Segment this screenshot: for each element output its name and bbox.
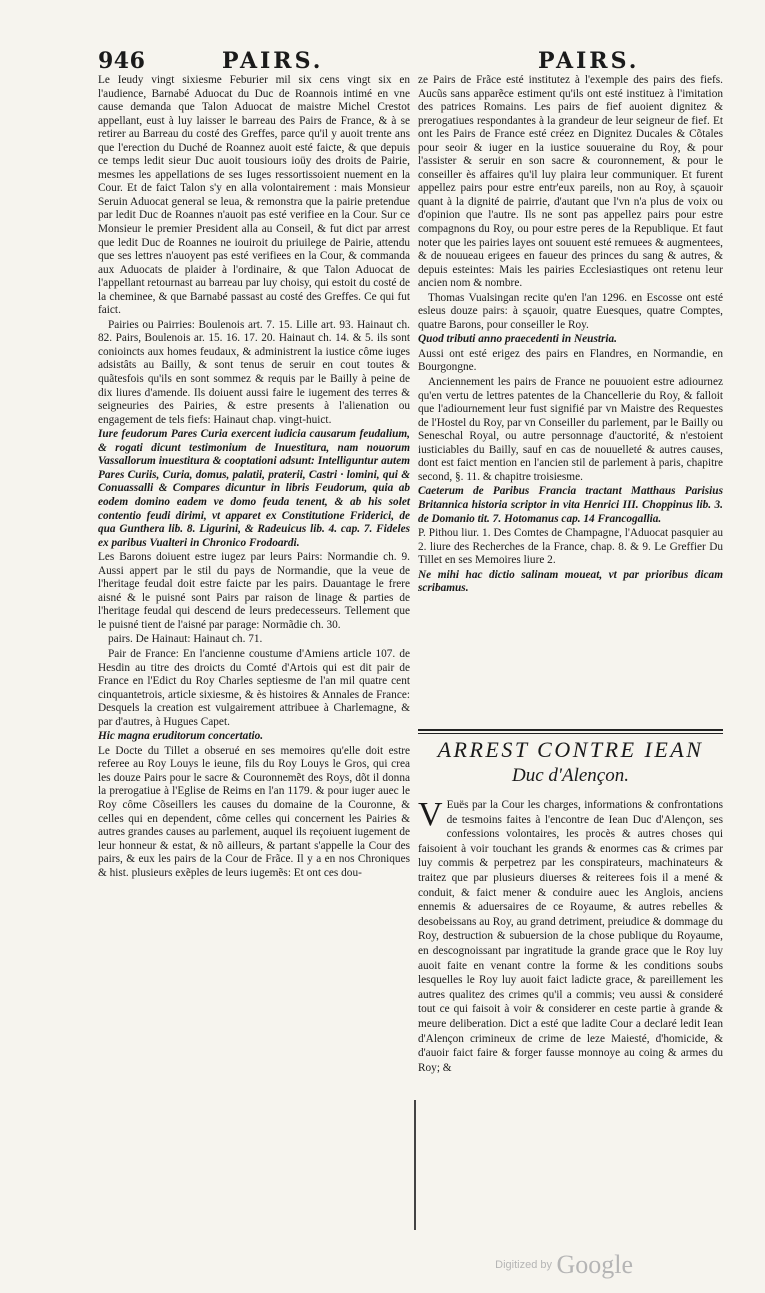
digitized-watermark bbox=[495, 1250, 633, 1280]
running-head-left: PAIRS. bbox=[222, 48, 324, 74]
section-rule-top-thin bbox=[418, 733, 723, 734]
paragraph: Le Ieudy vingt sixiesme Feburier mil six cens vingt six en l'audience, Barnabé Aduocat du Duc de Roannois intimé en vne cause demanda que Talon Aduocat de maistre Michel Crestot appellant, eust à luy laisser le barreau des Pairs de France, & à se retirer au Barreau du costé des Greffes, parce qu'il y auoit trente ans que l'erection du Duché de Roannez auoit esté faicte, & que depuis ce temps ledit sieur Duc auoit tousiours ioüy des droits de Pairie, mesmes les appellations de ses Iuges ressortissoient nuement en la Cour. Et de faict Talon s'y en alla volontairement : mais Monsieur Seruin Aduocat general se leua, & remonstra que la pairie pretendue par ledit Duc de Roannes n'auoit pas esté verifiee en la Cour. Sur ce Monsieur le premier President alla au Conseil, & fut dict par arrest que ledit Duc de Roannes ne iouiroit du priuilege de Pairie, attendu que ses lettres n'auoyent pas esté verifiees en la Cour, & commanda aux Aduocats de plaider à l'ordinaire, & que Talon Aduocat de l'appellant retournast au barreau par luy choisy, qui estoit du costé de la cheminee, & que Barnabé passast au costé des Greffes. Ce qui fut faict. bbox=[98, 74, 410, 317]
paragraph: Aussi ont esté erigez des pairs en Flandres, en Normandie, en Bourgongne. bbox=[418, 347, 723, 374]
paragraph: Les Barons doiuent estre iugez par leurs Pairs: Normandie ch. 9. Aussi appert par le stil du pays de Normandie, que la veue de l'heritage feudal doit estre faicte par les pairs. Dauantage le frere aisné & le puisné sont Pairs par raison de linage & parties de l'heritage feudal qui descend de leurs predecesseurs. Tellement que le puisné tient de l'aisné par parage: Normãdie ch. 30. bbox=[98, 551, 410, 631]
google-logo: Google bbox=[556, 1250, 633, 1279]
running-head-right: PAIRS. bbox=[538, 48, 640, 74]
latin-quotation: Hic magna eruditorum concertatio. bbox=[98, 730, 264, 743]
latin-quotation: Iure feudorum Pares Curia exercent iudicia causarum feudalium, & rogati dicunt testimonium de Inuestitura, nam nouorum Vassallorum inuestitura & cooptationi adsunt: Intelliguntur autem Pares Curiis, Curia, domus, palatii, praterii, Castri · lomini, qui & Conuassalli & Compares dicuntur in libris Feudorum, quia ab eodem domino eadem ve domo feuda tenent, & ab his solet contentio feudi dirimi, vt apparet ex Constitutione Friderici, de qua Gunthera lib. 8. Ligurini, & Radeuicus lib. 4. cap. 7. Fideles ex paribus Vualteri in Chronico Frodoardi. bbox=[98, 428, 410, 549]
latin-quotation: Ne mihi hac dictio salinam moueat, vt par prioribus dicam scribamus. bbox=[418, 568, 723, 595]
paragraph: Thomas Vualsingan recite qu'en l'an 1296. en Escosse ont esté esleus douze pairs: à sçauoir, quatre Euesques, quatre Comptes, quatre Barons, pour conseiller le Roy. bbox=[418, 291, 723, 331]
paragraph: Anciennement les pairs de France ne pouuoient estre adiournez qu'en vertu de lettres patentes de la Chancellerie du Roy, & falloit que l'adiournement leur fust signifié par vn Maistre des Requestes de l'Hostel du Roy, par vn Conseiller du parlement, par le Bailly ou Seneschal Royal, ou autre personnage d'auctorité, & n'estoient iusticiables du Bailly, sauf en cas de nouuelleté & autres causes, dont est faict mention en l'ancien stil de parlement à paris, chapitre second, §. 11. & chapitre troisiesme. bbox=[418, 376, 723, 483]
drop-cap: V bbox=[418, 796, 443, 833]
page-number: 946 bbox=[98, 48, 146, 74]
paragraph: pairs. De Hainaut: Hainaut ch. 71. bbox=[108, 633, 263, 646]
paragraph: P. Pithou liur. 1. Des Comtes de Champagne, l'Aduocat pasquier au 2. liure des Recherches de la France, chap. 8. & 9. Le Greffier Du Tillet en ses Memoires liure 2. bbox=[418, 527, 723, 567]
paragraph: Le Docte du Tillet a obserué en ses memoires qu'elle doit estre referee au Roy Louys le ieune, fils du Roy Louys le Gros, qui crea les douze Pairs pour le sacre & Couronnemẽt des Roys, dõt il donna la prerogatiue à l'Eglise de Reims en l'an 1179. & pour iuger auec le Roy côme Cõseillers les causes du domaine de la Couronne, & celles qui en dependent, côme celles qui concernent les Pairies & autres grandes causes au parlement, auquel ils reçoiuent iugement de leur honneur & estat, & nõ ailleurs, & partant s'appelle la Cour des pairs, & eux les pairs de la Cour de Frãce. Il y a en nos Chroniques & hist. plusieurs exẽples de leurs iugemẽs: Et ont ces dou- bbox=[98, 744, 410, 879]
section-rule-top bbox=[418, 729, 723, 731]
right-column bbox=[418, 74, 723, 596]
left-column bbox=[98, 74, 410, 880]
arrest-title: ARREST CONTRE IEAN bbox=[437, 737, 704, 762]
digitized-by-label: Digitized by bbox=[495, 1259, 552, 1271]
arrest-text: Euës par la Cour les charges, informations & confrontations de tesmoins faites à l'encontre de Iean Duc d'Alençon, ses confessions volontaires, les procès & autres choses qui faisoient à voir touchant les grands & enormes cas & crimes par luy commis & perpetrez par les conspirateurs, machinateurs & traitez que par plusieurs diuerses & reiterees fois il a mené & conduit, & faict mener & conduire auec les Anglois, anciens ennemis & aduersaires de ce Royaume, & autres rebelles & desobeissans au Roy, au grand detriment, preiudice & dommage du Roy, destruction & subuersion de la chose publique du Royaume, en descognoissant par ingratitude la grande grace que le Roy luy auoit faite en venant contre la forme & les conditions soubs lesquelles le Roy luy auoit faict ladicte grace, & pareillement les autres qualitez des crimes qu'il a commis; veu aussi & consideré tout ce qui faisoit à voir & considerer en ceste partie à grande & meure deliberation. Dict a esté que ladite Cour a declaré ledit Iean d'Alençon crimineux de crime de leze Maiesté, d'homicide, & d'auoir faict faire & forger fausse monnoye au coing & armes du Roy; & bbox=[418, 799, 723, 1074]
paragraph: ze Pairs de Frãce esté institutez à l'exemple des pairs des fiefs. Aucũs sans apparẽce estiment qu'ils ont esté instituez à l'imitation des patrices Romains. Les pairs de fief auoient dignitez & prerogatiues respondantes à la grandeur de leur seigneur de fief. Et ont les Pairs de France esté créez en Dignitez Ducales & Cõtales pour seoir & iuger en la iustice souueraine du Roy, & pour l'assister & seruir en son sacre & couronnement, & pour le conseiller ès affaires qu'il luy plaira leur communiquer. Et furent appellez pairs pour estre entr'eux pareils, non au Roy, à sçauoir quant à la dignité de pairrie, d'autant que l'vn n'a plus de voix ou d'opinion que l'autre. Ils ne sont pas appellez pairs pour estre compagnons du Roy, ou pour estre peres de la Republique. Et faut noter que les pairies layes ont souuent esté remuees & augmentees, & de nouueau erigees en faueur des princes du sang & autres, & depuis esteintes: Mais les pairies Ecclesiastiques ont retenu leur ancien nom & nombre. bbox=[418, 74, 723, 290]
arrest-subtitle: Duc d'Alençon. bbox=[512, 765, 629, 786]
paragraph: Pair de France: En l'ancienne coustume d'Amiens article 107. de Hesdin au titre des droicts du Comté d'Artois qui est dit pair de France en l'Edict du Roy Charles septiesme de l'an mil quatre cent cinquantetrois, article sixiesme, & ès histoires & Annales de France: Desquels la creation est vulgairement attribuee à Charlemagne, & par d'autres, à Hugues Capet. bbox=[98, 647, 410, 728]
latin-quotation: Quod tributi anno praecedenti in Neustria. bbox=[418, 333, 617, 346]
margin-rule bbox=[414, 1100, 416, 1230]
latin-quotation: Caeterum de Paribus Francia tractant Matthaus Parisius Britannica historia scriptor in vita Henrici III. Choppinus lib. 3. de Domanio tit. 7. Hotomanus cap. 14 Francogallia. bbox=[418, 485, 723, 525]
arrest-body bbox=[418, 798, 723, 1075]
paragraph: Pairies ou Pairries: Boulenois art. 7. 15. Lille art. 93. Hainaut ch. 82. Pairs, Boulenois ar. 15. 16. 17. 20. Hainaut ch. 14. & 5. ils sont conioincts aux homes feudaux, & administrent la iustice côme iuges adsistâts au Bailly, & sont tenus de seruir en cout toutes & quãtesfois qu'ils en sont sommez & requis par le Bailly à peine de dix liures d'amende. Ils doiuent aussi faire le iugement des terres & seigneuries des Pairies, & estre presents à l'alienation ou engagement de tels fiefs: Hainaut chap. vingt-huict. bbox=[98, 318, 410, 426]
